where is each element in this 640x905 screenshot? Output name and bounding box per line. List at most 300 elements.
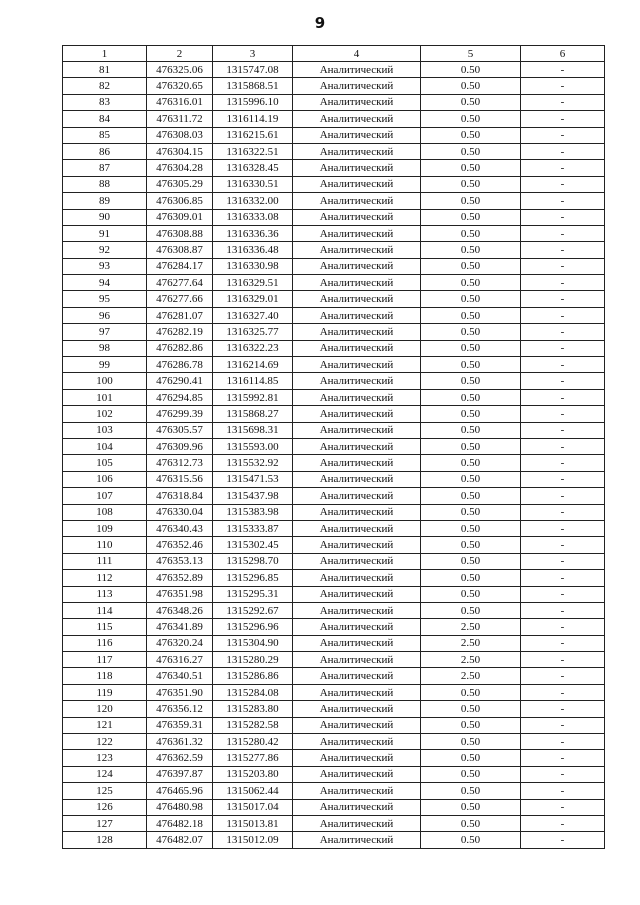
error-cell: 0.50 — [421, 553, 521, 569]
point-number-cell: 103 — [63, 422, 147, 438]
error-cell: 0.50 — [421, 832, 521, 848]
point-number-cell: 86 — [63, 143, 147, 159]
table-row — [63, 832, 605, 848]
method-cell: Аналитический — [293, 291, 421, 307]
y-coordinate-cell: 1316329.51 — [213, 275, 293, 291]
note-cell: - — [521, 275, 605, 291]
point-number-cell: 106 — [63, 471, 147, 487]
point-number-cell: 119 — [63, 684, 147, 700]
table-row — [63, 143, 605, 159]
y-coordinate-cell: 1316328.45 — [213, 160, 293, 176]
point-number-cell: 93 — [63, 258, 147, 274]
table-row — [63, 193, 605, 209]
note-cell: - — [521, 160, 605, 176]
x-coordinate-cell: 476397.87 — [147, 766, 213, 782]
table-row — [63, 750, 605, 766]
error-cell: 0.50 — [421, 373, 521, 389]
x-coordinate-cell: 476316.01 — [147, 94, 213, 110]
method-cell: Аналитический — [293, 438, 421, 454]
x-coordinate-cell: 476362.59 — [147, 750, 213, 766]
table-row — [63, 438, 605, 454]
error-cell: 0.50 — [421, 537, 521, 553]
x-coordinate-cell: 476305.29 — [147, 176, 213, 192]
x-coordinate-cell: 476465.96 — [147, 783, 213, 799]
method-cell: Аналитический — [293, 307, 421, 323]
method-cell: Аналитический — [293, 799, 421, 815]
note-cell: - — [521, 258, 605, 274]
error-cell: 0.50 — [421, 291, 521, 307]
error-cell: 0.50 — [421, 570, 521, 586]
y-coordinate-cell: 1316332.00 — [213, 193, 293, 209]
note-cell: - — [521, 488, 605, 504]
table-row — [63, 94, 605, 110]
note-cell: - — [521, 504, 605, 520]
y-coordinate-cell: 1316327.40 — [213, 307, 293, 323]
y-coordinate-cell: 1315012.09 — [213, 832, 293, 848]
point-number-cell: 125 — [63, 783, 147, 799]
error-cell: 0.50 — [421, 586, 521, 602]
x-coordinate-cell: 476325.06 — [147, 62, 213, 78]
x-coordinate-cell: 476351.98 — [147, 586, 213, 602]
error-cell: 0.50 — [421, 455, 521, 471]
error-cell: 2.50 — [421, 635, 521, 651]
note-cell: - — [521, 455, 605, 471]
column-header: 2 — [147, 46, 213, 62]
error-cell: 0.50 — [421, 176, 521, 192]
point-number-cell: 114 — [63, 602, 147, 618]
y-coordinate-cell: 1315013.81 — [213, 815, 293, 831]
note-cell: - — [521, 815, 605, 831]
note-cell: - — [521, 357, 605, 373]
coordinates-table — [62, 45, 605, 849]
table-row — [63, 553, 605, 569]
point-number-cell: 83 — [63, 94, 147, 110]
x-coordinate-cell: 476318.84 — [147, 488, 213, 504]
method-cell: Аналитический — [293, 373, 421, 389]
x-coordinate-cell: 476281.07 — [147, 307, 213, 323]
x-coordinate-cell: 476359.31 — [147, 717, 213, 733]
note-cell: - — [521, 340, 605, 356]
table-row — [63, 127, 605, 143]
table-row — [63, 225, 605, 241]
table-row — [63, 373, 605, 389]
method-cell: Аналитический — [293, 619, 421, 635]
note-cell: - — [521, 602, 605, 618]
point-number-cell: 115 — [63, 619, 147, 635]
y-coordinate-cell: 1315284.08 — [213, 684, 293, 700]
y-coordinate-cell: 1315383.98 — [213, 504, 293, 520]
point-number-cell: 113 — [63, 586, 147, 602]
point-number-cell: 118 — [63, 668, 147, 684]
note-cell: - — [521, 766, 605, 782]
y-coordinate-cell: 1315277.86 — [213, 750, 293, 766]
table-row — [63, 111, 605, 127]
y-coordinate-cell: 1316322.51 — [213, 143, 293, 159]
note-cell: - — [521, 127, 605, 143]
x-coordinate-cell: 476361.32 — [147, 734, 213, 750]
error-cell: 0.50 — [421, 340, 521, 356]
method-cell: Аналитический — [293, 389, 421, 405]
note-cell: - — [521, 291, 605, 307]
table-row — [63, 586, 605, 602]
x-coordinate-cell: 476282.19 — [147, 324, 213, 340]
note-cell: - — [521, 373, 605, 389]
x-coordinate-cell: 476356.12 — [147, 701, 213, 717]
table-row — [63, 160, 605, 176]
note-cell: - — [521, 652, 605, 668]
table-row — [63, 291, 605, 307]
error-cell: 0.50 — [421, 160, 521, 176]
y-coordinate-cell: 1315282.58 — [213, 717, 293, 733]
method-cell: Аналитический — [293, 602, 421, 618]
error-cell: 0.50 — [421, 94, 521, 110]
error-cell: 0.50 — [421, 717, 521, 733]
point-number-cell: 96 — [63, 307, 147, 323]
y-coordinate-cell: 1316330.51 — [213, 176, 293, 192]
method-cell: Аналитический — [293, 635, 421, 651]
error-cell: 0.50 — [421, 684, 521, 700]
method-cell: Аналитический — [293, 275, 421, 291]
note-cell: - — [521, 209, 605, 225]
point-number-cell: 94 — [63, 275, 147, 291]
y-coordinate-cell: 1315280.42 — [213, 734, 293, 750]
note-cell: - — [521, 143, 605, 159]
note-cell: - — [521, 717, 605, 733]
point-number-cell: 97 — [63, 324, 147, 340]
table-row — [63, 488, 605, 504]
error-cell: 0.50 — [421, 602, 521, 618]
x-coordinate-cell: 476282.86 — [147, 340, 213, 356]
point-number-cell: 126 — [63, 799, 147, 815]
method-cell: Аналитический — [293, 504, 421, 520]
y-coordinate-cell: 1315868.27 — [213, 406, 293, 422]
x-coordinate-cell: 476290.41 — [147, 373, 213, 389]
note-cell: - — [521, 438, 605, 454]
note-cell: - — [521, 176, 605, 192]
x-coordinate-cell: 476305.57 — [147, 422, 213, 438]
x-coordinate-cell: 476277.66 — [147, 291, 213, 307]
x-coordinate-cell: 476277.64 — [147, 275, 213, 291]
method-cell: Аналитический — [293, 701, 421, 717]
table-row — [63, 717, 605, 733]
error-cell: 0.50 — [421, 324, 521, 340]
table-row — [63, 307, 605, 323]
note-cell: - — [521, 783, 605, 799]
error-cell: 0.50 — [421, 225, 521, 241]
x-coordinate-cell: 476309.01 — [147, 209, 213, 225]
y-coordinate-cell: 1316329.01 — [213, 291, 293, 307]
error-cell: 0.50 — [421, 127, 521, 143]
y-coordinate-cell: 1315062.44 — [213, 783, 293, 799]
method-cell: Аналитический — [293, 225, 421, 241]
method-cell: Аналитический — [293, 242, 421, 258]
method-cell: Аналитический — [293, 471, 421, 487]
method-cell: Аналитический — [293, 750, 421, 766]
table-row — [63, 570, 605, 586]
error-cell: 0.50 — [421, 143, 521, 159]
table-row — [63, 520, 605, 536]
x-coordinate-cell: 476352.89 — [147, 570, 213, 586]
column-header: 5 — [421, 46, 521, 62]
table-row — [63, 62, 605, 78]
x-coordinate-cell: 476304.28 — [147, 160, 213, 176]
table-header-row — [63, 46, 605, 62]
error-cell: 0.50 — [421, 701, 521, 717]
note-cell: - — [521, 111, 605, 127]
note-cell: - — [521, 734, 605, 750]
note-cell: - — [521, 242, 605, 258]
method-cell: Аналитический — [293, 127, 421, 143]
column-header: 4 — [293, 46, 421, 62]
note-cell: - — [521, 619, 605, 635]
x-coordinate-cell: 476352.46 — [147, 537, 213, 553]
y-coordinate-cell: 1316336.48 — [213, 242, 293, 258]
note-cell: - — [521, 701, 605, 717]
point-number-cell: 102 — [63, 406, 147, 422]
y-coordinate-cell: 1315747.08 — [213, 62, 293, 78]
point-number-cell: 107 — [63, 488, 147, 504]
point-number-cell: 123 — [63, 750, 147, 766]
table-row — [63, 504, 605, 520]
y-coordinate-cell: 1315286.86 — [213, 668, 293, 684]
point-number-cell: 82 — [63, 78, 147, 94]
error-cell: 0.50 — [421, 750, 521, 766]
error-cell: 0.50 — [421, 62, 521, 78]
error-cell: 0.50 — [421, 520, 521, 536]
method-cell: Аналитический — [293, 324, 421, 340]
method-cell: Аналитический — [293, 766, 421, 782]
table-row — [63, 357, 605, 373]
y-coordinate-cell: 1315532.92 — [213, 455, 293, 471]
method-cell: Аналитический — [293, 684, 421, 700]
error-cell: 2.50 — [421, 619, 521, 635]
y-coordinate-cell: 1316114.85 — [213, 373, 293, 389]
point-number-cell: 95 — [63, 291, 147, 307]
point-number-cell: 84 — [63, 111, 147, 127]
point-number-cell: 99 — [63, 357, 147, 373]
method-cell: Аналитический — [293, 537, 421, 553]
table-row — [63, 652, 605, 668]
x-coordinate-cell: 476308.03 — [147, 127, 213, 143]
point-number-cell: 81 — [63, 62, 147, 78]
y-coordinate-cell: 1315302.45 — [213, 537, 293, 553]
point-number-cell: 104 — [63, 438, 147, 454]
x-coordinate-cell: 476311.72 — [147, 111, 213, 127]
table-row — [63, 701, 605, 717]
error-cell: 0.50 — [421, 389, 521, 405]
note-cell: - — [521, 62, 605, 78]
point-number-cell: 85 — [63, 127, 147, 143]
x-coordinate-cell: 476284.17 — [147, 258, 213, 274]
x-coordinate-cell: 476316.27 — [147, 652, 213, 668]
table-row — [63, 619, 605, 635]
column-header: 3 — [213, 46, 293, 62]
table-row — [63, 176, 605, 192]
x-coordinate-cell: 476348.26 — [147, 602, 213, 618]
table-row — [63, 209, 605, 225]
table-row — [63, 783, 605, 799]
note-cell: - — [521, 225, 605, 241]
method-cell: Аналитический — [293, 734, 421, 750]
table-row — [63, 258, 605, 274]
error-cell: 0.50 — [421, 78, 521, 94]
point-number-cell: 89 — [63, 193, 147, 209]
table-row — [63, 799, 605, 815]
method-cell: Аналитический — [293, 422, 421, 438]
note-cell: - — [521, 94, 605, 110]
point-number-cell: 87 — [63, 160, 147, 176]
method-cell: Аналитический — [293, 357, 421, 373]
table-row — [63, 537, 605, 553]
point-number-cell: 92 — [63, 242, 147, 258]
error-cell: 0.50 — [421, 275, 521, 291]
x-coordinate-cell: 476330.04 — [147, 504, 213, 520]
error-cell: 0.50 — [421, 783, 521, 799]
method-cell: Аналитический — [293, 258, 421, 274]
note-cell: - — [521, 832, 605, 848]
error-cell: 0.50 — [421, 766, 521, 782]
point-number-cell: 111 — [63, 553, 147, 569]
error-cell: 0.50 — [421, 193, 521, 209]
y-coordinate-cell: 1316214.69 — [213, 357, 293, 373]
point-number-cell: 128 — [63, 832, 147, 848]
note-cell: - — [521, 537, 605, 553]
column-header: 6 — [521, 46, 605, 62]
y-coordinate-cell: 1316330.98 — [213, 258, 293, 274]
table-body — [63, 62, 605, 849]
table-row — [63, 324, 605, 340]
method-cell: Аналитический — [293, 832, 421, 848]
method-cell: Аналитический — [293, 668, 421, 684]
y-coordinate-cell: 1315333.87 — [213, 520, 293, 536]
method-cell: Аналитический — [293, 455, 421, 471]
y-coordinate-cell: 1315298.70 — [213, 553, 293, 569]
x-coordinate-cell: 476351.90 — [147, 684, 213, 700]
x-coordinate-cell: 476482.07 — [147, 832, 213, 848]
x-coordinate-cell: 476353.13 — [147, 553, 213, 569]
error-cell: 0.50 — [421, 815, 521, 831]
method-cell: Аналитический — [293, 815, 421, 831]
error-cell: 0.50 — [421, 406, 521, 422]
note-cell: - — [521, 422, 605, 438]
method-cell: Аналитический — [293, 78, 421, 94]
point-number-cell: 121 — [63, 717, 147, 733]
note-cell: - — [521, 750, 605, 766]
point-number-cell: 108 — [63, 504, 147, 520]
note-cell: - — [521, 520, 605, 536]
point-number-cell: 105 — [63, 455, 147, 471]
error-cell: 0.50 — [421, 209, 521, 225]
x-coordinate-cell: 476340.51 — [147, 668, 213, 684]
note-cell: - — [521, 668, 605, 684]
y-coordinate-cell: 1315471.53 — [213, 471, 293, 487]
y-coordinate-cell: 1315992.81 — [213, 389, 293, 405]
x-coordinate-cell: 476312.73 — [147, 455, 213, 471]
method-cell: Аналитический — [293, 160, 421, 176]
note-cell: - — [521, 684, 605, 700]
point-number-cell: 122 — [63, 734, 147, 750]
x-coordinate-cell: 476294.85 — [147, 389, 213, 405]
error-cell: 0.50 — [421, 438, 521, 454]
error-cell: 0.50 — [421, 111, 521, 127]
point-number-cell: 120 — [63, 701, 147, 717]
page-number: 9 — [314, 14, 326, 32]
method-cell: Аналитический — [293, 193, 421, 209]
note-cell: - — [521, 799, 605, 815]
table-row — [63, 389, 605, 405]
point-number-cell: 101 — [63, 389, 147, 405]
point-number-cell: 100 — [63, 373, 147, 389]
error-cell: 2.50 — [421, 652, 521, 668]
y-coordinate-cell: 1315292.67 — [213, 602, 293, 618]
note-cell: - — [521, 406, 605, 422]
error-cell: 0.50 — [421, 471, 521, 487]
method-cell: Аналитический — [293, 62, 421, 78]
table-row — [63, 815, 605, 831]
method-cell: Аналитический — [293, 340, 421, 356]
point-number-cell: 117 — [63, 652, 147, 668]
y-coordinate-cell: 1316322.23 — [213, 340, 293, 356]
error-cell: 0.50 — [421, 488, 521, 504]
y-coordinate-cell: 1316336.36 — [213, 225, 293, 241]
table-row — [63, 275, 605, 291]
x-coordinate-cell: 476341.89 — [147, 619, 213, 635]
table-row — [63, 455, 605, 471]
table-header — [63, 46, 605, 62]
y-coordinate-cell: 1315698.31 — [213, 422, 293, 438]
y-coordinate-cell: 1315296.85 — [213, 570, 293, 586]
table-row — [63, 734, 605, 750]
table-row — [63, 668, 605, 684]
point-number-cell: 109 — [63, 520, 147, 536]
error-cell: 0.50 — [421, 242, 521, 258]
y-coordinate-cell: 1316114.19 — [213, 111, 293, 127]
point-number-cell: 98 — [63, 340, 147, 356]
y-coordinate-cell: 1316325.77 — [213, 324, 293, 340]
point-number-cell: 90 — [63, 209, 147, 225]
x-coordinate-cell: 476315.56 — [147, 471, 213, 487]
note-cell: - — [521, 553, 605, 569]
y-coordinate-cell: 1315017.04 — [213, 799, 293, 815]
point-number-cell: 116 — [63, 635, 147, 651]
error-cell: 0.50 — [421, 258, 521, 274]
note-cell: - — [521, 78, 605, 94]
method-cell: Аналитический — [293, 553, 421, 569]
error-cell: 0.50 — [421, 307, 521, 323]
method-cell: Аналитический — [293, 209, 421, 225]
y-coordinate-cell: 1315304.90 — [213, 635, 293, 651]
y-coordinate-cell: 1315868.51 — [213, 78, 293, 94]
table-row — [63, 766, 605, 782]
method-cell: Аналитический — [293, 520, 421, 536]
method-cell: Аналитический — [293, 717, 421, 733]
method-cell: Аналитический — [293, 94, 421, 110]
x-coordinate-cell: 476309.96 — [147, 438, 213, 454]
method-cell: Аналитический — [293, 586, 421, 602]
method-cell: Аналитический — [293, 111, 421, 127]
note-cell: - — [521, 471, 605, 487]
x-coordinate-cell: 476482.18 — [147, 815, 213, 831]
method-cell: Аналитический — [293, 176, 421, 192]
note-cell: - — [521, 586, 605, 602]
error-cell: 0.50 — [421, 504, 521, 520]
x-coordinate-cell: 476308.88 — [147, 225, 213, 241]
point-number-cell: 91 — [63, 225, 147, 241]
method-cell: Аналитический — [293, 570, 421, 586]
note-cell: - — [521, 324, 605, 340]
table-row — [63, 242, 605, 258]
method-cell: Аналитический — [293, 783, 421, 799]
